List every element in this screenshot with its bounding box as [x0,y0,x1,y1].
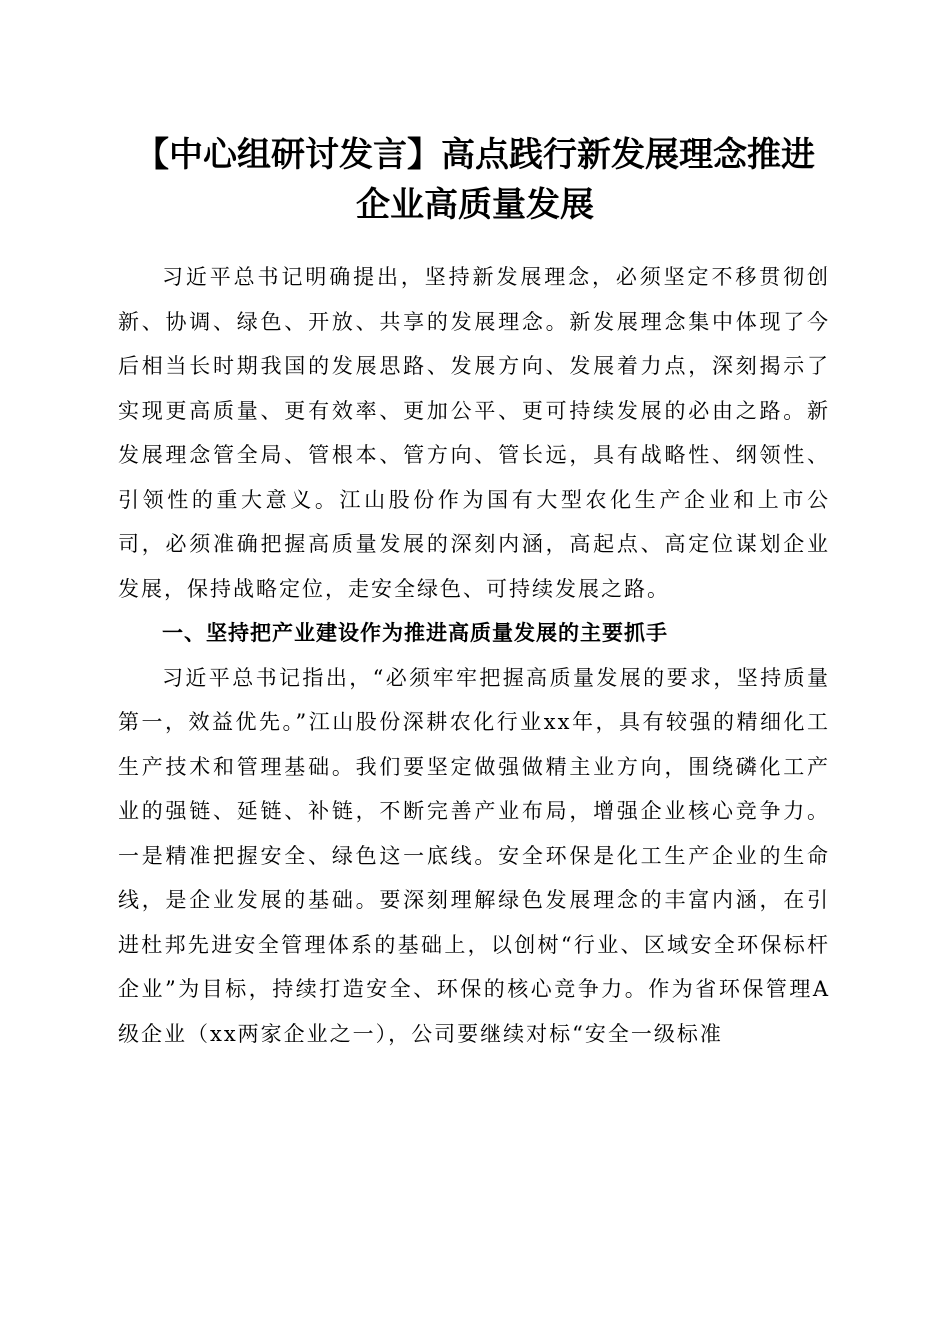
title-line-2: 企业高质量发展 [356,185,594,225]
document-body [118,255,830,1056]
title-line-1: 【中心组研讨发言】高点践行新发展理念推进 [135,135,815,175]
paragraph-intro: 习近平总书记明确提出，坚持新发展理念，必须坚定不移贯彻创新、协调、绿色、开放、共享的发展理念。新发展理念集中体现了今后相当长时期我国的发展思路、发展方向、发展着力点，深刻揭示了实现更高质量、更有效率、更加公平、更可持续发展的必由之路。新发展理念管全局、管根本、管方向、管长远，具有战略性、纲领性、引领性的重大意义。江山股份作为国有大型农化生产企业和上市公司，必须准确把握高质量发展的深刻内涵，高起点、高定位谋划企业发展，保持战略定位，走安全绿色、可持续发展之路。 [118,265,830,601]
document-title [100,130,850,230]
paragraph-section-1: 习近平总书记指出，“必须牢牢把握高质量发展的要求，坚持质量第一，效益优先。”江山股份深耕农化行业xx年，具有较强的精细化工生产技术和管理基础。我们要坚定做强做精主业方向，围绕磷化工产业的强链、延链、补链，不断完善产业布局，增强企业核心竞争力。一是精准把握安全、绿色这一底线。安全环保是化工生产企业的生命线，是企业发展的基础。要深刻理解绿色发展理念的丰富内涵，在引进杜邦先进安全管理体系的基础上，以创树“行业、区域安全环保标杆企业”为目标，持续打造安全、环保的核心竞争力。作为省环保管理A级企业（xx两家企业之一），公司要继续对标“安全一级标准 [118,665,830,1046]
section-heading-1: 一、坚持把产业建设作为推进高质量发展的主要抓手 [162,621,668,645]
